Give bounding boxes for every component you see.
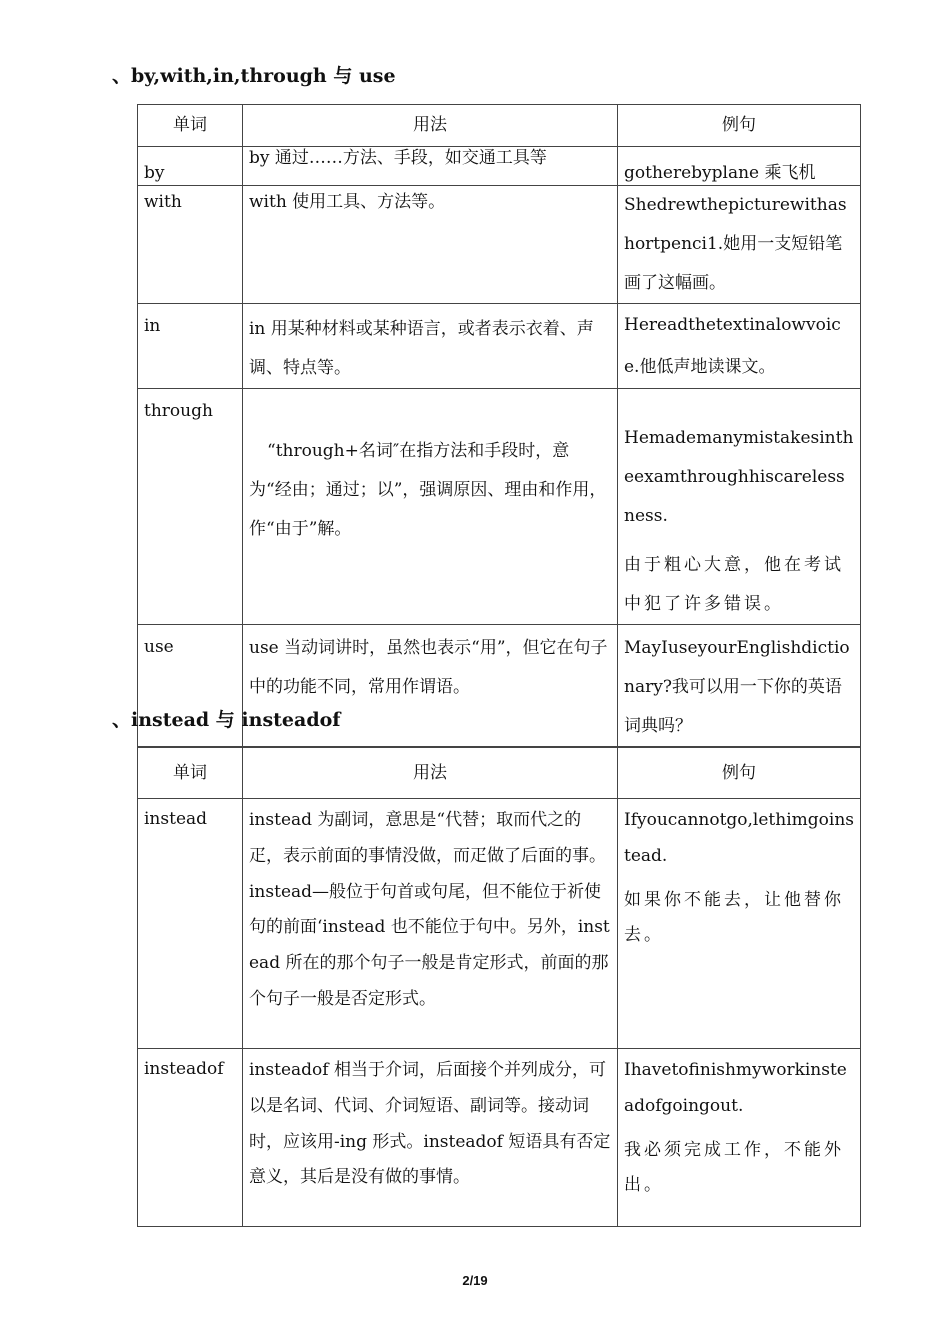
example-english: Ifyoucannotgo,lethimgoinstead. [624,810,854,866]
example-cell [618,799,861,1049]
header-usage: 用法 [243,105,618,147]
word-cell: insteadof [138,1049,243,1227]
instead-table [137,747,861,1227]
example-cell: MayIuseyourEnglishdictionary?我可以用一下你的英语词典吗？ [618,625,861,747]
word-cell: in [138,304,243,389]
example-chinese: 如果你不能去，让他替你去。 [624,889,844,946]
page-number: 2/19 [462,1273,488,1288]
example-cell [618,1049,861,1227]
example-cell: Shedrewthepicturewithashortpenci1.她用一支短铅笔画了这幅画。 [618,186,861,304]
example-chinese: 由于粗心大意，他在考试中犯了许多错误。 [624,555,844,614]
example-english: Ihavetofinishmyworkinsteadofgoingout. [624,1060,847,1116]
word-cell: use [138,625,243,747]
usage-cell: in 用某种材料或某种语言，或者表示衣着、声调、特点等。 [243,304,618,389]
usage-cell: with 使用工具、方法等。 [243,186,618,304]
example-english: Hemademanymistakesintheexamthroughhiscarelessness. [624,428,854,526]
header-usage: 用法 [243,748,618,799]
example-cell: gotherebyplane 乘飞机 [618,147,861,186]
example-cell: Hereadthetextinalowvoice.他低声地读课文。 [618,304,861,389]
usage-cell: instead 为副词，意思是“代替；取而代之的疋，表示前面的事情没做，而疋做了后面的事。instead—般位于句首或句尾，但不能位于祈使句的前面‘instead 也不能位于句中。另外，instead 所在的那个句子一般是肯定形式，前面的那个句子一般是否定形式。 [243,799,618,1049]
header-example: 例句 [618,105,861,147]
header-word: 单词 [138,748,243,799]
example-chinese: 我必须完成工作，不能外出。 [624,1139,844,1196]
example-cell [618,389,861,625]
section-heading-prepositions: 、by,with,in,through 与 use [112,65,396,87]
prepositions-table [137,104,861,747]
header-example: 例句 [618,748,861,799]
usage-cell: use 当动词讲时，虽然也表示“用”，但它在句子中的功能不同，常用作谓语。 [243,625,618,747]
usage-cell: by 通过……方法、手段，如交通工具等 [243,147,618,186]
header-word: 单词 [138,105,243,147]
word-cell: by [138,147,243,186]
usage-cell: “through+名词″在指方法和手段时，意为“经由；通过；以”，强调原因、理由和作用，作“由于”解。 [243,389,618,625]
word-cell: instead [138,799,243,1049]
word-cell: through [138,389,243,625]
section-heading-instead: 、instead 与 insteadof [112,709,341,731]
usage-cell: insteadof 相当于介词，后面接个并列成分，可以是名词、代词、介词短语、副词等。接动词时，应该用-ing 形式。insteadof 短语具有否定意义，其后是没有做的事情。 [243,1049,618,1227]
word-cell: with [138,186,243,304]
